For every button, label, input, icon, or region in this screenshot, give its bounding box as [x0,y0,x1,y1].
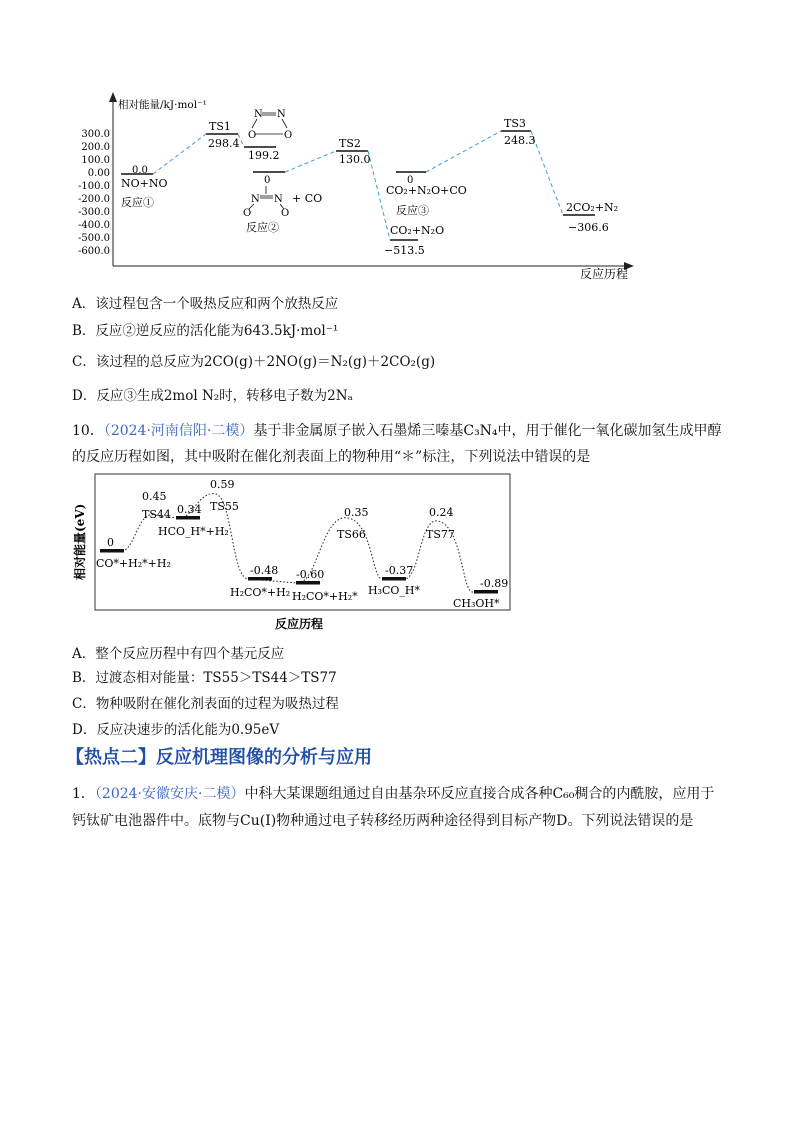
q10-source[interactable]: （2024·河南信阳·二模） [103,423,254,439]
q10-option-d[interactable]: D．反应决速步的活化能为0.95eV [72,722,280,738]
q10-number: 10． [72,423,104,439]
y-axis-label: 相对能量/kJ·mol⁻¹ [118,99,207,111]
bar-ch3oh [474,590,498,594]
tick-m600: -600.0 [77,246,110,257]
conn-1 [153,134,206,174]
val-h3co: -0.37 [385,564,414,577]
energy-profile-chart-1 [0,90,800,290]
lbl-ch3oh: CH₃OH* [453,597,500,610]
ts3-val: 248.3 [504,134,536,147]
lbl-co: CO*+H₂*+H₂ [96,557,171,570]
ring-structure [248,109,292,141]
ts3-label: TS3 [504,117,526,130]
q10-option-c[interactable]: C．物种吸附在催化剂表面的过程为吸热过程 [72,696,339,712]
lbl-ts77: TS77 [426,528,455,541]
q10-option-a[interactable]: A．整个反应历程中有四个基元反应 [72,646,285,662]
q9-option-c[interactable]: C．该过程的总反应为2CO(g)＋2NO(g)＝N₂(g)＋2CO₂(g) [72,354,436,370]
q9-option-b[interactable]: B．反应②逆反应的活化能为643.5kJ·mol⁻¹ [72,323,339,339]
ts2-label: TS2 [339,137,361,150]
tick-m400: -400.0 [77,220,110,231]
r3-start-val: 0 [407,175,414,186]
y-axis-arrow [109,92,117,102]
r3-name: 反应③ [396,204,429,217]
q1-text1: 中科大某课题组通过自由基杂环反应直接合成各种C₆₀稠合的内酰胺，应用于 [244,786,715,802]
val-h2co: -0.48 [250,564,279,577]
energy-profile-chart-2 [60,470,520,635]
ring-o2: O [284,130,293,141]
x-axis-label: 反应历程 [580,267,629,281]
q10-stem-line2: 的反应历程如图，其中吸附在催化剂表面上的物种用“＊”标注，下列说法中错误的是 [72,449,591,465]
ring-n2: N [277,109,286,120]
ring-n1: N [254,109,263,120]
val-ts77: 0.24 [429,506,454,519]
int1-val: 199.2 [248,149,280,162]
tick-300: 300.0 [81,129,110,140]
r2-start-val: 0 [264,175,271,186]
conn-6 [531,131,563,215]
chain-n1: N [251,194,260,205]
tick-0: 0.00 [87,168,110,179]
ring-o1: O [248,130,257,141]
q10-option-b[interactable]: B．过渡态相对能量：TS55＞TS44＞TS77 [72,670,337,686]
tick-200: 200.0 [81,142,110,153]
val-ch3oh: -0.89 [480,577,509,590]
q1-number: 1． [72,786,95,802]
bar-h2co-h2 [296,581,320,585]
q10-stem-line1 [72,420,722,440]
lbl-h2co: H₂CO*+H₂ [230,586,291,599]
lbl-h2co-h2: H₂CO*+H₂* [292,590,358,603]
int2-species: CO₂+N₂O [390,224,445,237]
bar-co [100,549,124,553]
lbl-h3co: H₃CO_H* [368,584,421,597]
bar-h2co [248,577,272,581]
tick-m300: -300.0 [77,207,110,218]
level-labels [121,117,618,257]
ts1-val: 298.4 [208,137,240,150]
tick-100: 100.0 [81,155,110,166]
conn-5 [426,131,501,172]
end-species: 2CO₂+N₂ [566,201,619,214]
end-val: −306.6 [568,221,609,234]
val-ts44: 0.45 [142,490,167,503]
q9-option-a[interactable]: A．该过程包含一个吸热反应和两个放热反应 [72,296,339,312]
lbl-ts44: TS44 [142,508,171,521]
tick-m500: -500.0 [77,233,110,244]
val-h2co-h2: -0.60 [296,568,325,581]
r1-name: 反应① [121,196,154,209]
ts1-label: TS1 [209,120,231,133]
r2-co: + CO [292,192,323,205]
chain-structure [243,186,289,219]
int2-val: −513.5 [384,244,425,257]
ts2-val: 130.0 [339,153,371,166]
q1-stem-line2: 钙钛矿电池器件中。底物与Cu(Ⅰ)物种通过电子转移经历两种途径得到目标产物D。下列说法错误的是 [72,813,694,829]
q1-source[interactable]: （2024·安徽安庆·二模） [94,786,245,802]
r2-name: 反应② [246,221,279,234]
lbl-ts66: TS66 [337,528,366,541]
r1-start-val: 0.0 [132,165,148,176]
q1-stem-line1 [72,783,714,803]
r3-species: CO₂+N₂O+CO [386,184,467,197]
lbl-ts55: TS55 [210,500,239,513]
tick-m200: -200.0 [77,194,110,205]
bar-hco [176,516,200,520]
q10-text1: 基于非金属原子嵌入石墨烯三嗪基C₃N₄中，用于催化一氧化碳加氢生成甲醇 [253,423,722,439]
section-heading-hotspot-2: 【热点二】反应机理图像的分析与应用 [66,747,372,768]
r1-start-species: NO+NO [121,177,168,190]
chain-o1: O [243,208,252,219]
bar-h3co [382,577,406,581]
val-hco: 0.34 [177,503,202,516]
conn-3 [285,151,336,172]
y-axis-label: 相对能量(eV) [73,503,87,580]
x-axis-label: 反应历程 [275,617,324,631]
chain-n2: N [274,194,283,205]
val-ts66: 0.35 [344,506,369,519]
lbl-hco: HCO_H*+H₂ [158,525,229,538]
y-ticks [78,129,110,257]
val-ts55: 0.59 [210,478,235,491]
chain-o2: O [281,208,290,219]
tick-m100: -100.0 [77,181,110,192]
val-co: 0 [107,536,114,549]
q9-option-d[interactable]: D．反应③生成2mol N₂时，转移电子数为2Nₐ [72,388,353,404]
state-labels [96,478,508,610]
